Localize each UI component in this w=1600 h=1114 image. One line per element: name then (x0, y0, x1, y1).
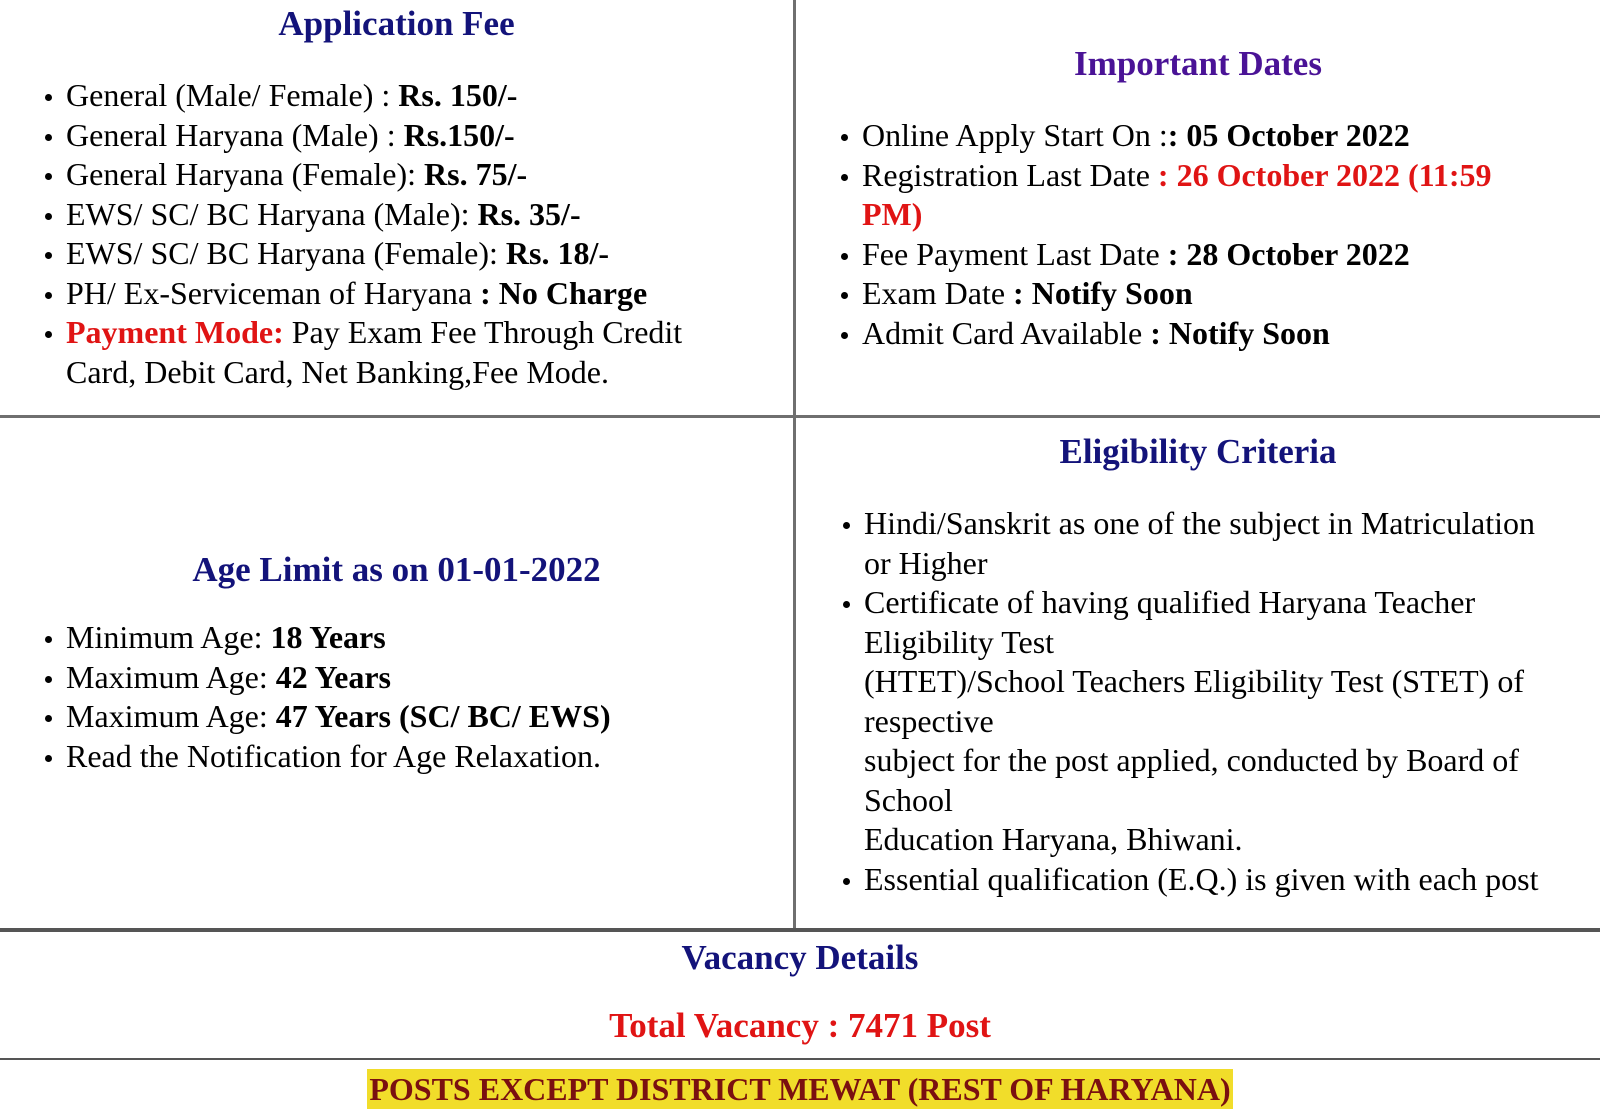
eligibility-list (796, 504, 1600, 899)
posts-banner-row (0, 1069, 1600, 1109)
fee-item (66, 234, 793, 274)
eligibility-line: respective (864, 702, 994, 739)
vacancy-title: Vacancy Details (681, 938, 919, 977)
age-limit-section (0, 550, 793, 776)
date-item (862, 274, 1600, 314)
row-divider-2 (0, 928, 1600, 932)
payment-mode-item (66, 313, 793, 392)
eligibility-line: or Higher (864, 544, 988, 581)
row-divider-3 (0, 1058, 1600, 1060)
fee-value: Rs. 150/- (398, 77, 518, 113)
age-label: Maximum Age: (66, 698, 276, 734)
fee-list (0, 76, 793, 392)
age-list (0, 618, 793, 776)
date-item (862, 116, 1600, 156)
fee-value: Rs. 18/- (505, 235, 610, 271)
date-value: : 05 October 2022 (1167, 117, 1410, 153)
age-value: 18 Years (270, 619, 386, 655)
fee-value: : No Charge (480, 274, 648, 311)
fee-item (66, 116, 793, 156)
row-divider-1 (0, 415, 1600, 418)
fee-label: General Haryana (Female): (66, 156, 425, 192)
eligibility-line: Eligibility Test (864, 623, 1055, 660)
fee-item (66, 274, 793, 314)
important-dates-section (796, 44, 1600, 353)
payment-mode-label: Payment Mode: (66, 314, 284, 350)
eligibility-item (864, 583, 1600, 860)
age-value: 42 Years (275, 658, 391, 695)
date-label: Online Apply Start On : (862, 117, 1168, 153)
age-value: 47 Years (SC/ BC/ EWS) (275, 698, 611, 734)
fee-label: EWS/ SC/ BC Haryana (Male): (66, 195, 478, 232)
eligibility-item (864, 504, 1600, 583)
date-value: : Notify Soon (1013, 275, 1193, 311)
age-limit-title: Age Limit as on 01-01-2022 (192, 550, 601, 589)
date-value-cont: PM) (862, 196, 923, 232)
fee-value: Rs. 75/- (424, 156, 528, 192)
eligibility-section (796, 432, 1600, 899)
dates-list (796, 116, 1600, 353)
age-label: Minimum Age: (66, 619, 271, 655)
eligibility-title: Eligibility Criteria (1059, 432, 1337, 471)
eligibility-line: (HTET)/School Teachers Eligibility Test (STET) of (864, 663, 1524, 699)
age-item (66, 618, 793, 658)
date-label: Admit Card Available (862, 314, 1151, 351)
fee-item (66, 76, 793, 116)
date-item (862, 314, 1600, 354)
fee-item (66, 155, 793, 195)
fee-label: General (Male/ Female) : (66, 77, 399, 113)
important-dates-title: Important Dates (1074, 44, 1322, 83)
fee-label: General Haryana (Male) : (66, 116, 404, 153)
age-item (66, 697, 793, 737)
payment-mode-text-cont: Card, Debit Card, Net Banking,Fee Mode. (66, 353, 609, 390)
date-value: : 26 October 2022 (11:59 (1157, 156, 1492, 193)
application-fee-section (0, 4, 793, 392)
fee-item (66, 195, 793, 235)
eligibility-item: Essential qualification (E.Q.) is given with each post (864, 860, 1600, 900)
date-label: Fee Payment Last Date (862, 235, 1168, 272)
posts-banner: POSTS EXCEPT DISTRICT MEWAT (REST OF HARYANA) (369, 1071, 1231, 1107)
date-label: Registration Last Date (862, 156, 1158, 193)
fee-label: PH/ Ex-Serviceman of Haryana (66, 274, 481, 311)
date-item (862, 156, 1600, 235)
fee-value: Rs. 35/- (477, 195, 581, 232)
eligibility-line: School (864, 781, 953, 818)
eligibility-line: Certificate of having qualified Haryana Teacher (864, 584, 1476, 620)
vacancy-section (0, 938, 1600, 1046)
eligibility-line: Hindi/Sanskrit as one of the subject in Matriculation (864, 505, 1535, 541)
fee-label: EWS/ SC/ BC Haryana (Female): (66, 235, 506, 271)
eligibility-line: subject for the post applied, conducted by Board of (864, 742, 1519, 778)
age-item (66, 658, 793, 698)
eligibility-line: Education Haryana, Bhiwani. (864, 821, 1243, 857)
date-item (862, 235, 1600, 275)
fee-value: Rs.150/- (403, 116, 515, 153)
date-value: : 28 October 2022 (1167, 235, 1410, 272)
age-note: Read the Notification for Age Relaxation. (66, 737, 793, 777)
total-vacancy: Total Vacancy : 7471 Post (609, 1006, 991, 1045)
application-fee-title: Application Fee (278, 4, 515, 43)
date-value: : Notify Soon (1150, 314, 1330, 351)
date-label: Exam Date (862, 275, 1014, 311)
age-label: Maximum Age: (66, 658, 276, 695)
payment-mode-text: Pay Exam Fee Through Credit (283, 314, 683, 350)
